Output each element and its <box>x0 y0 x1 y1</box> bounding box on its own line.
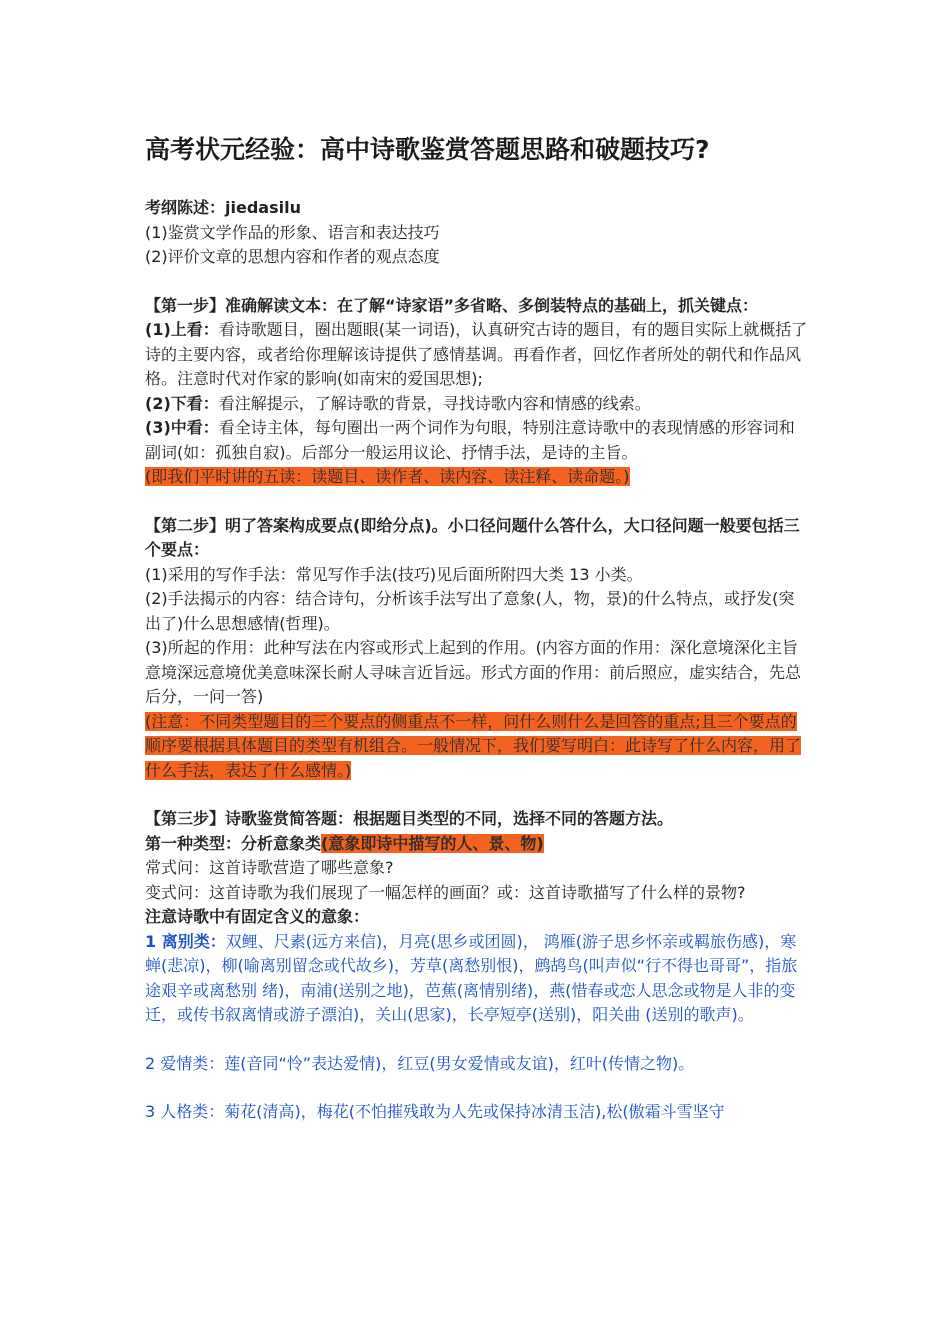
step1-item-3-text: 看全诗主体，每句圈出一两个词作为句眼，特别注意诗歌中的表现情感的形容词和副词(如：孤独自寂)。后部分一般运用议论、抒情手法，是诗的主旨。 <box>145 418 795 462</box>
imagery-category-farewell-label: 1 离别类： <box>145 931 226 951</box>
outline-item-1: (1)鉴赏文学作品的形象、语言和表达技巧 <box>145 222 440 242</box>
step2-note-highlight: (注意：不同类型题目的三个要点的侧重点不一样，问什么则什么是回答的重点;且三个要点的顺序要根据具体题目的类型有机组合。一般情况下，我们要写明白：此诗写了什么内容，用了什么手法，表达了什么感情。) <box>145 711 802 780</box>
imagery-heading: 注意诗歌中有固定含义的意象： <box>145 907 370 926</box>
step1-item-3 <box>145 416 810 465</box>
step1-item-1-text: 看诗歌题目，圈出题眼(某一词语)，认真研究古诗的题目，有的题目实际上就概括了诗的主要内容，或者给你理解该诗提供了感情基调。再看作者，回忆作者所处的朝代和作品风格。注意时代对作家的影响(如南宋的爱国思想); <box>145 320 808 388</box>
question-variant: 变式问：这首诗歌为我们展现了一幅怎样的画面？或：这首诗歌描写了什么样的景物? <box>145 882 746 902</box>
type1-line <box>145 832 810 857</box>
step2-item-1: (1)采用的写作手法：常见写作手法(技巧)见后面所附四大类 13 小类。 <box>145 564 643 584</box>
imagery-category-farewell-text: 双鲤、尺素(远方来信)，月亮(思乡或团圆)， 鸿雁(游子思乡怀亲或羁旅伤感)，寒蝉(悲凉)，柳(喻离别留念或代故乡)，芳草(离愁别恨)，鹧鸪鸟(叫声似“行不得也哥哥”，指旅途艰辛或离愁别 绪)，南浦(送别之地)，芭蕉(离情别绪)，燕(惜春或恋人思念或物是人非的变迁，或传书叙离情或游子漂泊)，关山(思家)，长亭短亭(送别)，阳关曲 (送别的歌声)。 <box>145 931 798 1024</box>
document-page <box>145 132 810 1125</box>
step1-item-2 <box>145 392 810 417</box>
step1-note-highlight: (即我们平时讲的五读：读题目、读作者、读内容、读注释、读命题。) <box>145 467 630 486</box>
step2-item-2: (2)手法揭示的内容：结合诗句，分析该手法写出了意象(人，物，景)的什么特点，或抒发(突出了)什么思想感情(哲理)。 <box>145 589 795 633</box>
step2-heading: 【第二步】明了答案构成要点(即给分点)。小口径问题什么答什么，大口径问题一般要包括三个要点： <box>145 515 800 559</box>
step1-item-3-label: (3)中看： <box>145 418 219 437</box>
outline-heading: 考纲陈述：jiedasilu <box>145 198 301 217</box>
outline-item-2: (2)评价文章的思想内容和作者的观点态度 <box>145 247 440 266</box>
type1-label: 第一种类型：分析意象类 <box>145 833 322 853</box>
type1-note-highlight: (意象即诗中描写的人、景、物) <box>321 833 544 853</box>
step3-heading: 【第三步】诗歌鉴赏简答题：根据题目类型的不同，选择不同的答题方法。 <box>145 809 674 828</box>
step2-item-3: (3)所起的作用：此种写法在内容或形式上起到的作用。(内容方面的作用：深化意境深化主旨意境深远意境优美意味深长耐人寻味言近旨远。形式方面的作用：前后照应，虚实结合，先总后分，一问一答) <box>145 638 802 706</box>
step1-note <box>145 465 810 490</box>
question-regular: 常式问：这首诗歌营造了哪些意象? <box>145 858 394 877</box>
step1-item-2-label: (2)下看： <box>145 393 219 413</box>
step1-item-1-label: (1)上看： <box>145 320 219 339</box>
imagery-category-farewell <box>145 930 810 1028</box>
imagery-category-character: 3 人格类：菊花(清高)，梅花(不怕摧残敢为人先或保持冰清玉洁),松(傲霜斗雪坚守 <box>145 1102 725 1121</box>
step1-heading: 【第一步】准确解读文本：在了解“诗家语”多省略、多倒装特点的基础上，抓关键点： <box>145 295 759 315</box>
step2-note <box>145 710 810 784</box>
imagery-category-love: 2 爱情类：莲(音同“怜”表达爱情)，红豆(男女爱情或友谊)，红叶(传情之物)。 <box>145 1053 695 1073</box>
step1-item-2-text: 看注解提示，了解诗歌的背景，寻找诗歌内容和情感的线索。 <box>218 393 651 413</box>
step1-item-1 <box>145 318 810 392</box>
page-title: 高考状元经验：高中诗歌鉴赏答题思路和破题技巧? <box>145 135 710 164</box>
